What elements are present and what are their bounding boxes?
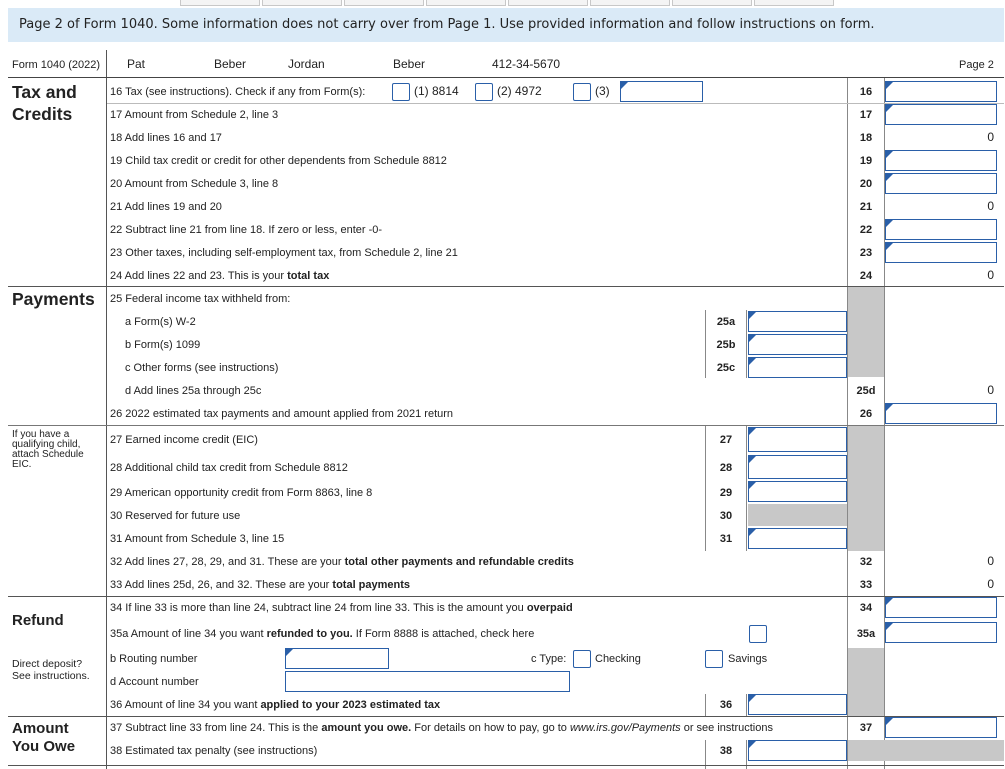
left-divider <box>106 50 107 769</box>
line-37-input[interactable] <box>885 717 997 738</box>
line-number: 36 <box>719 699 733 711</box>
line-21-value: 0 <box>987 199 994 213</box>
line-23-input[interactable] <box>885 242 997 263</box>
line-34-label: 34 If line 33 is more than line 24, subtract line 24 from line 33. This is the amount you overpaid <box>110 602 573 614</box>
line-25a-label: a Form(s) W-2 <box>125 316 196 328</box>
line-number: 22 <box>859 224 873 236</box>
section-rule <box>8 286 1004 287</box>
mid-col-divider <box>746 426 747 551</box>
shaded-cell <box>848 426 884 551</box>
line-19-label: 19 Child tax credit or credit for other dependents from Schedule 8812 <box>110 155 447 167</box>
savings-label: Savings <box>728 653 768 665</box>
line-20-label: 20 Amount from Schedule 3, line 8 <box>110 178 279 190</box>
form-3-label: (3) <box>595 84 610 98</box>
first-name: Pat <box>127 57 146 71</box>
line-number: 32 <box>859 556 873 568</box>
section-tax-and-credits-2: Credits <box>12 104 73 124</box>
line-35c-label: c Type: <box>531 653 567 665</box>
line-36-input[interactable] <box>748 694 847 715</box>
line-26-label: 26 2022 estimated tax payments and amount applied from 2021 return <box>110 408 454 420</box>
line-23-label: 23 Other taxes, including self-employment tax, from Schedule 2, line 21 <box>110 247 458 259</box>
line-37-label: 37 Subtract line 33 from line 24. This is the amount you owe. For details on how to pay, go to www.irs.gov/Payments or see instructions <box>110 722 773 734</box>
line-22-input[interactable] <box>885 219 997 240</box>
section-rule <box>8 425 1004 426</box>
line-32-label: 32 Add lines 27, 28, 29, and 31. These are your total other payments and refundable credits <box>110 556 574 568</box>
header-rule <box>8 77 1004 78</box>
form-8888-checkbox[interactable] <box>749 625 767 643</box>
line-number: 37 <box>859 722 873 734</box>
line-35a-label: 35a Amount of line 34 you want refunded to you. If Form 8888 is attached, check here <box>110 628 535 640</box>
line-16-form-input[interactable] <box>620 81 703 102</box>
line-21-label: 21 Add lines 19 and 20 <box>110 201 222 213</box>
line-number: 27 <box>719 434 733 446</box>
mid-col-divider <box>746 310 747 378</box>
section-rule <box>8 716 1004 717</box>
section-refund: Refund <box>12 612 64 629</box>
line-27-label: 27 Earned income credit (EIC) <box>110 434 258 446</box>
line-number: 25d <box>856 385 876 397</box>
form-4972-checkbox[interactable] <box>475 83 493 101</box>
line-25-label: 25 Federal income tax withheld from: <box>110 293 291 305</box>
line-22-label: 22 Subtract line 21 from line 18. If zero or less, enter -0- <box>110 224 383 236</box>
line-29-input[interactable] <box>748 481 847 502</box>
account-number-input[interactable] <box>285 671 570 692</box>
line-18-label: 18 Add lines 16 and 17 <box>110 132 222 144</box>
instruction-banner: Page 2 of Form 1040. Some information does not carry over from Page 1. Use provided information and follow instructions on form. <box>8 8 1004 42</box>
line-number: 24 <box>859 270 873 282</box>
section-rule <box>8 596 1004 597</box>
line-35b-label: b Routing number <box>110 653 198 665</box>
line-17-label: 17 Amount from Schedule 2, line 3 <box>110 109 279 121</box>
line-25d-value: 0 <box>987 383 994 397</box>
line-34-input[interactable] <box>885 597 997 618</box>
line-17-input[interactable] <box>885 104 997 125</box>
line-number: 25a <box>716 316 736 328</box>
section-rule <box>8 765 1004 766</box>
line-31-label: 31 Amount from Schedule 3, line 15 <box>110 533 285 545</box>
line-30-label: 30 Reserved for future use <box>110 510 241 522</box>
line-25a-input[interactable] <box>748 311 847 332</box>
line-20-input[interactable] <box>885 173 997 194</box>
shaded-cell <box>848 740 1004 761</box>
last-name: Beber <box>214 57 247 71</box>
line-number: 25c <box>716 362 736 374</box>
line-25b-label: b Form(s) 1099 <box>125 339 201 351</box>
line-number: 25b <box>716 339 736 351</box>
line-27-input[interactable] <box>748 427 847 452</box>
top-tab-strip <box>0 0 1005 8</box>
form-8814-label: (1) 8814 <box>414 84 459 98</box>
line-number: 20 <box>859 178 873 190</box>
line-28-input[interactable] <box>748 455 847 479</box>
form-4972-label: (2) 4972 <box>497 84 542 98</box>
line-28-label: 28 Additional child tax credit from Schedule 8812 <box>110 462 348 474</box>
line-number: 17 <box>859 109 873 121</box>
line-32-value: 0 <box>987 554 994 568</box>
line-number: 31 <box>719 533 733 545</box>
shaded-cell <box>848 648 884 716</box>
routing-number-input[interactable] <box>285 648 389 669</box>
line-number: 19 <box>859 155 873 167</box>
direct-deposit-note: Direct deposit? See instructions. <box>12 658 90 682</box>
line-number: 34 <box>859 602 873 614</box>
page-number: Page 2 <box>959 59 994 71</box>
line-number: 38 <box>719 745 733 757</box>
spouse-last-name: Beber <box>393 57 426 71</box>
line-33-label: 33 Add lines 25d, 26, and 32. These are your total payments <box>110 579 411 591</box>
line-25c-label: c Other forms (see instructions) <box>125 362 279 374</box>
line-number: 29 <box>719 487 733 499</box>
line-25c-input[interactable] <box>748 357 847 378</box>
line-19-input[interactable] <box>885 150 997 171</box>
row-rule <box>107 103 1004 104</box>
eic-note: If you have a qualifying child, attach Schedule EIC. <box>12 429 84 470</box>
line-36-label: 36 Amount of line 34 you want applied to your 2023 estimated tax <box>110 699 441 711</box>
line-number: 33 <box>859 579 873 591</box>
section-amount-you-owe: Amount You Owe <box>12 720 76 755</box>
line-18-value: 0 <box>987 130 994 144</box>
line-number: 28 <box>719 462 733 474</box>
line-24-value: 0 <box>987 268 994 282</box>
form-8814-checkbox[interactable] <box>392 83 410 101</box>
line-16-input[interactable] <box>885 81 997 102</box>
line-number: 23 <box>859 247 873 259</box>
form-3-checkbox[interactable] <box>573 83 591 101</box>
line-25b-input[interactable] <box>748 334 847 355</box>
line-33-value: 0 <box>987 577 994 591</box>
line-35d-label: d Account number <box>110 676 199 688</box>
line-number: 18 <box>859 132 873 144</box>
line-number: 16 <box>859 86 873 98</box>
line-24-label: 24 Add lines 22 and 23. This is your total tax <box>110 270 330 282</box>
mid-col-divider <box>746 694 747 716</box>
form-label: Form 1040 (2022) <box>12 59 101 71</box>
line-35a-input[interactable] <box>885 622 997 643</box>
line-16-label: 16 Tax (see instructions). Check if any from Form(s): <box>110 86 366 98</box>
section-tax-and-credits: Tax and <box>12 82 77 102</box>
line-number: 35a <box>856 628 876 640</box>
savings-checkbox[interactable] <box>705 650 723 668</box>
ssn: 412-34-5670 <box>492 57 561 71</box>
section-payments: Payments <box>12 289 95 309</box>
shaded-cell <box>848 287 884 377</box>
line-number: 26 <box>859 408 873 420</box>
shaded-cell <box>748 504 847 526</box>
line-29-label: 29 American opportunity credit from Form 8863, line 8 <box>110 487 373 499</box>
line-38-input[interactable] <box>748 740 847 761</box>
spouse-first-name: Jordan <box>288 57 325 71</box>
line-25d-label: d Add lines 25a through 25c <box>125 385 262 397</box>
line-31-input[interactable] <box>748 528 847 549</box>
checking-label: Checking <box>595 653 641 665</box>
line-38-label: 38 Estimated tax penalty (see instructions) <box>110 745 318 757</box>
line-number: 30 <box>719 510 733 522</box>
checking-checkbox[interactable] <box>573 650 591 668</box>
line-26-input[interactable] <box>885 403 997 424</box>
line-number: 21 <box>859 201 873 213</box>
